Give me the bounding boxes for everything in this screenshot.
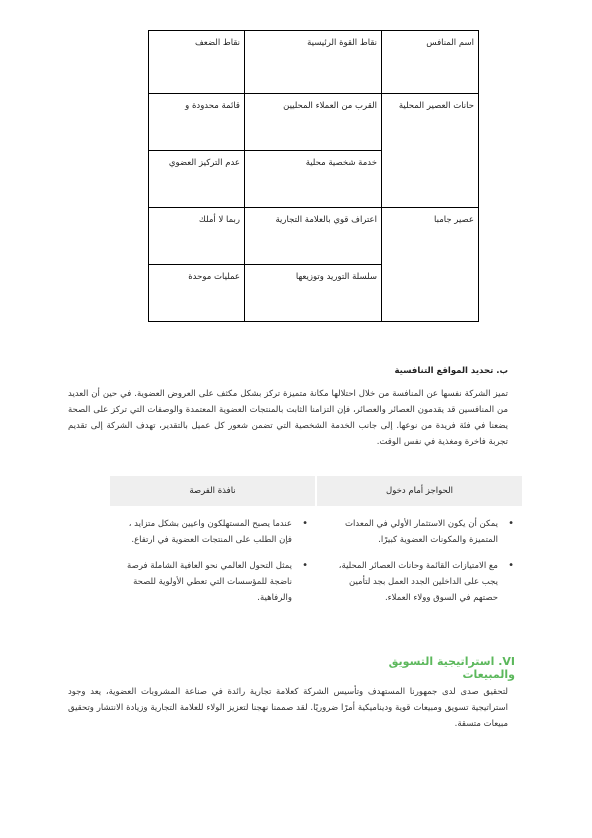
list-item: • عندما يصبح المستهلكون واعيين بشكل متزايد ، فإن الطلب على المنتجات العضوية في ارتفاع.	[124, 516, 292, 548]
competitor-name-cell: عصير جامبا	[382, 208, 479, 322]
header-strengths: نقاط القوة الرئيسية	[245, 31, 382, 94]
strength-cell: خدمة شخصية محلية	[245, 151, 382, 208]
strength-cell: سلسلة التوريد وتوزيعها	[245, 265, 382, 322]
weakness-cell: ربما لا أملك	[149, 208, 245, 265]
table-row	[149, 208, 479, 265]
strength-cell: القرب من العملاء المحليين	[245, 94, 382, 151]
weakness-cell: عمليات موحدة	[149, 265, 245, 322]
section-b-title: ب. تحديد المواقع التنافسية	[394, 366, 508, 376]
barriers-header: الحواجز أمام دخول	[386, 486, 453, 496]
barriers-table-header	[110, 476, 522, 506]
table-row	[149, 94, 479, 151]
marketing-strategy-paragraph: لتحقيق صدى لدى جمهورنا المستهدف وتأسيس الشركة كعلامة تجارية رائدة في صناعة المشروبات العضوية، يعد وجود استراتيجية تسويق ومبيعات قوية وديناميكية أمرًا ضروريًا. لقد صممنا نهجنا لتعزيز الولاء للعلامة التجارية وزيادة الانتشار وتحقيق مبيعات متسقة.	[68, 687, 508, 729]
header-weaknesses: نقاط الضعف	[149, 31, 245, 94]
competitive-positioning-paragraph: تميز الشركة نفسها عن المنافسة من خلال احتلالها مكانة متميزة تركز بشكل مكثف على العروض العضوية. في حين أن العديد من المنافسين قد يقدمون العصائر والعصائر، فإن التزامنا الثابت بالمنتجات العضوية المعتمدة والوصفات التي تركز على الصحة يضعنا في فئة فريدة من نوعها. إلى جانب الخدمة الشخصية التي تضمن شعور كل عميل بالتقدير، تهدف الشركة إلى تقديم تجربة فاخرة ومغذية في نفس الوقت.	[68, 389, 508, 447]
barriers-table-body	[110, 506, 522, 616]
barriers-column	[316, 506, 522, 616]
barriers-opportunities-table	[110, 476, 522, 638]
list-item: • مع الامتيازات القائمة وحانات العصائر المحلية، يجب على الداخلين الجدد العمل بجد لتأمين حصتهم في السوق وولاء العملاء.	[330, 558, 498, 606]
list-item: • يمكن أن يكون الاستثمار الأولي في المعدات المتميزة والمكونات العضوية كبيرًا.	[330, 516, 498, 548]
strength-cell: اعتراف قوي بالعلامة التجارية	[245, 208, 382, 265]
header-competitor-name: اسم المنافس	[382, 31, 479, 94]
section-vi-heading: VI. استراتيجية التسويق والمبيعات	[388, 655, 515, 681]
competitors-table	[148, 30, 479, 322]
opportunities-header: نافذة الفرصة	[110, 476, 317, 506]
opportunities-column	[110, 506, 316, 616]
list-item: • يمثل التحول العالمي نحو العافية الشاملة فرصة ناضجة للمؤسسات التي تعطي الأولوية للصحة والرفاهية.	[124, 558, 292, 606]
table-header-row	[149, 31, 479, 94]
weakness-cell: قائمة محدودة و	[149, 94, 245, 151]
weakness-cell: عدم التركيز العضوي	[149, 151, 245, 208]
competitor-name-cell: حانات العصير المحلية	[382, 94, 479, 208]
